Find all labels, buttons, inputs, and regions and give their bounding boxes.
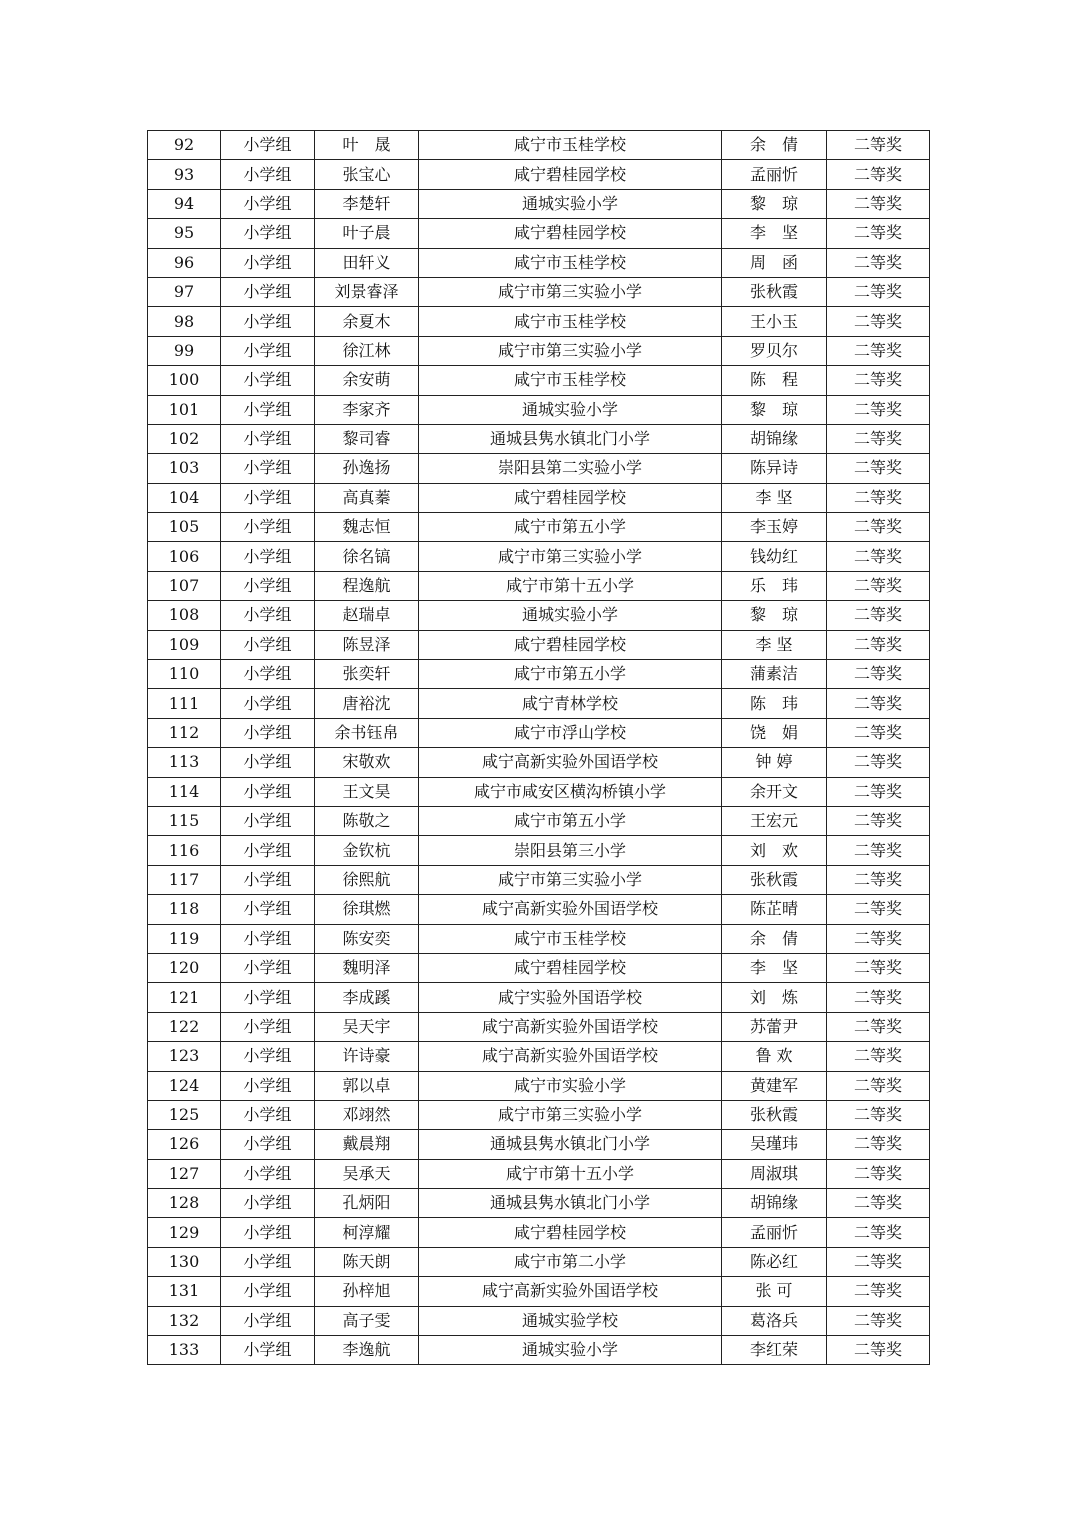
group-cell: 小学组 — [221, 601, 315, 630]
school-cell: 咸宁高新实验外国语学校 — [419, 1042, 722, 1071]
row-number-cell: 115 — [148, 806, 221, 835]
table-row — [148, 895, 930, 924]
teacher-cell: 陈 玮 — [722, 689, 827, 718]
student-name-cell: 张宝心 — [315, 160, 419, 189]
student-name-cell: 黎司睿 — [315, 424, 419, 453]
student-name-cell: 孔炳阳 — [315, 1189, 419, 1218]
teacher-cell: 孟丽忻 — [722, 160, 827, 189]
row-number-cell: 100 — [148, 366, 221, 395]
award-cell: 二等奖 — [827, 1189, 930, 1218]
award-cell: 二等奖 — [827, 630, 930, 659]
school-cell: 咸宁碧桂园学校 — [419, 953, 722, 982]
student-name-cell: 孙逸扬 — [315, 454, 419, 483]
group-cell: 小学组 — [221, 189, 315, 218]
award-cell: 二等奖 — [827, 424, 930, 453]
school-cell: 咸宁碧桂园学校 — [419, 1218, 722, 1247]
school-cell: 咸宁高新实验外国语学校 — [419, 895, 722, 924]
school-cell: 通城县隽水镇北门小学 — [419, 1189, 722, 1218]
school-cell: 通城实验小学 — [419, 601, 722, 630]
award-cell: 二等奖 — [827, 395, 930, 424]
table-row — [148, 601, 930, 630]
awards-table — [147, 130, 930, 1365]
award-cell: 二等奖 — [827, 1159, 930, 1188]
group-cell: 小学组 — [221, 395, 315, 424]
table-row — [148, 336, 930, 365]
student-name-cell: 魏志恒 — [315, 513, 419, 542]
student-name-cell: 程逸航 — [315, 571, 419, 600]
school-cell: 咸宁市第五小学 — [419, 660, 722, 689]
award-cell: 二等奖 — [827, 366, 930, 395]
award-cell: 二等奖 — [827, 865, 930, 894]
group-cell: 小学组 — [221, 1071, 315, 1100]
award-cell: 二等奖 — [827, 1277, 930, 1306]
row-number-cell: 105 — [148, 513, 221, 542]
group-cell: 小学组 — [221, 1336, 315, 1365]
student-name-cell: 魏明泽 — [315, 953, 419, 982]
student-name-cell: 李逸航 — [315, 1336, 419, 1365]
school-cell: 咸宁市第五小学 — [419, 806, 722, 835]
row-number-cell: 97 — [148, 277, 221, 306]
award-cell: 二等奖 — [827, 336, 930, 365]
row-number-cell: 110 — [148, 660, 221, 689]
teacher-cell: 张秋霞 — [722, 277, 827, 306]
row-number-cell: 117 — [148, 865, 221, 894]
school-cell: 咸宁市第三实验小学 — [419, 336, 722, 365]
award-cell: 二等奖 — [827, 748, 930, 777]
student-name-cell: 吴承天 — [315, 1159, 419, 1188]
row-number-cell: 111 — [148, 689, 221, 718]
teacher-cell: 蒲素洁 — [722, 660, 827, 689]
school-cell: 崇阳县第二实验小学 — [419, 454, 722, 483]
student-name-cell: 李家齐 — [315, 395, 419, 424]
teacher-cell: 胡锦缘 — [722, 1189, 827, 1218]
group-cell: 小学组 — [221, 1042, 315, 1071]
group-cell: 小学组 — [221, 1218, 315, 1247]
group-cell: 小学组 — [221, 513, 315, 542]
group-cell: 小学组 — [221, 1130, 315, 1159]
teacher-cell: 饶 娟 — [722, 718, 827, 747]
award-cell: 二等奖 — [827, 219, 930, 248]
award-cell: 二等奖 — [827, 836, 930, 865]
student-name-cell: 孙梓旭 — [315, 1277, 419, 1306]
table-row — [148, 806, 930, 835]
table-row — [148, 571, 930, 600]
award-cell: 二等奖 — [827, 542, 930, 571]
group-cell: 小学组 — [221, 483, 315, 512]
row-number-cell: 132 — [148, 1306, 221, 1335]
award-cell: 二等奖 — [827, 601, 930, 630]
award-cell: 二等奖 — [827, 513, 930, 542]
teacher-cell: 余开文 — [722, 777, 827, 806]
row-number-cell: 123 — [148, 1042, 221, 1071]
award-cell: 二等奖 — [827, 983, 930, 1012]
table-row — [148, 160, 930, 189]
school-cell: 通城实验学校 — [419, 1306, 722, 1335]
table-row — [148, 777, 930, 806]
table-row — [148, 219, 930, 248]
school-cell: 咸宁碧桂园学校 — [419, 219, 722, 248]
group-cell: 小学组 — [221, 1306, 315, 1335]
school-cell: 咸宁市浮山学校 — [419, 718, 722, 747]
row-number-cell: 104 — [148, 483, 221, 512]
student-name-cell: 陈昱泽 — [315, 630, 419, 659]
group-cell: 小学组 — [221, 1012, 315, 1041]
school-cell: 通城实验小学 — [419, 189, 722, 218]
award-cell: 二等奖 — [827, 1306, 930, 1335]
awards-table-body — [148, 131, 930, 1365]
school-cell: 咸宁市第五小学 — [419, 513, 722, 542]
table-row — [148, 660, 930, 689]
student-name-cell: 唐裕沈 — [315, 689, 419, 718]
row-number-cell: 131 — [148, 1277, 221, 1306]
row-number-cell: 112 — [148, 718, 221, 747]
group-cell: 小学组 — [221, 630, 315, 659]
row-number-cell: 116 — [148, 836, 221, 865]
school-cell: 通城县隽水镇北门小学 — [419, 1130, 722, 1159]
row-number-cell: 119 — [148, 924, 221, 953]
table-row — [148, 1100, 930, 1129]
row-number-cell: 92 — [148, 131, 221, 160]
group-cell: 小学组 — [221, 248, 315, 277]
teacher-cell: 张秋霞 — [722, 865, 827, 894]
row-number-cell: 107 — [148, 571, 221, 600]
table-row — [148, 953, 930, 982]
school-cell: 咸宁市玉桂学校 — [419, 924, 722, 953]
group-cell: 小学组 — [221, 836, 315, 865]
student-name-cell: 赵瑞卓 — [315, 601, 419, 630]
school-cell: 咸宁青林学校 — [419, 689, 722, 718]
group-cell: 小学组 — [221, 366, 315, 395]
row-number-cell: 118 — [148, 895, 221, 924]
teacher-cell: 李 坚 — [722, 219, 827, 248]
student-name-cell: 邓翊然 — [315, 1100, 419, 1129]
school-cell: 通城实验小学 — [419, 395, 722, 424]
row-number-cell: 120 — [148, 953, 221, 982]
award-cell: 二等奖 — [827, 307, 930, 336]
teacher-cell: 钟 婷 — [722, 748, 827, 777]
group-cell: 小学组 — [221, 689, 315, 718]
teacher-cell: 周淑琪 — [722, 1159, 827, 1188]
teacher-cell: 刘 炼 — [722, 983, 827, 1012]
row-number-cell: 126 — [148, 1130, 221, 1159]
table-row — [148, 1071, 930, 1100]
table-row — [148, 542, 930, 571]
school-cell: 咸宁高新实验外国语学校 — [419, 1012, 722, 1041]
teacher-cell: 胡锦缘 — [722, 424, 827, 453]
row-number-cell: 102 — [148, 424, 221, 453]
teacher-cell: 钱幼红 — [722, 542, 827, 571]
row-number-cell: 128 — [148, 1189, 221, 1218]
school-cell: 崇阳县第三小学 — [419, 836, 722, 865]
student-name-cell: 宋敬欢 — [315, 748, 419, 777]
award-cell: 二等奖 — [827, 718, 930, 747]
school-cell: 咸宁市第十五小学 — [419, 1159, 722, 1188]
teacher-cell: 余 倩 — [722, 924, 827, 953]
award-cell: 二等奖 — [827, 131, 930, 160]
student-name-cell: 许诗豪 — [315, 1042, 419, 1071]
teacher-cell: 李 坚 — [722, 953, 827, 982]
student-name-cell: 田轩义 — [315, 248, 419, 277]
table-row — [148, 718, 930, 747]
table-row — [148, 189, 930, 218]
table-row — [148, 277, 930, 306]
award-cell: 二等奖 — [827, 1336, 930, 1365]
group-cell: 小学组 — [221, 895, 315, 924]
school-cell: 咸宁市玉桂学校 — [419, 307, 722, 336]
group-cell: 小学组 — [221, 1277, 315, 1306]
award-cell: 二等奖 — [827, 571, 930, 600]
school-cell: 咸宁市第三实验小学 — [419, 865, 722, 894]
group-cell: 小学组 — [221, 307, 315, 336]
teacher-cell: 罗贝尔 — [722, 336, 827, 365]
row-number-cell: 95 — [148, 219, 221, 248]
award-cell: 二等奖 — [827, 924, 930, 953]
teacher-cell: 李 坚 — [722, 630, 827, 659]
row-number-cell: 125 — [148, 1100, 221, 1129]
group-cell: 小学组 — [221, 777, 315, 806]
row-number-cell: 108 — [148, 601, 221, 630]
student-name-cell: 金钦杭 — [315, 836, 419, 865]
row-number-cell: 129 — [148, 1218, 221, 1247]
teacher-cell: 黎 琼 — [722, 601, 827, 630]
group-cell: 小学组 — [221, 571, 315, 600]
table-row — [148, 748, 930, 777]
group-cell: 小学组 — [221, 424, 315, 453]
student-name-cell: 余书钰帛 — [315, 718, 419, 747]
group-cell: 小学组 — [221, 865, 315, 894]
table-row — [148, 924, 930, 953]
award-cell: 二等奖 — [827, 806, 930, 835]
student-name-cell: 吴天宇 — [315, 1012, 419, 1041]
row-number-cell: 133 — [148, 1336, 221, 1365]
school-cell: 咸宁市第二小学 — [419, 1247, 722, 1276]
school-cell: 咸宁高新实验外国语学校 — [419, 1277, 722, 1306]
table-row — [148, 454, 930, 483]
teacher-cell: 黄建军 — [722, 1071, 827, 1100]
teacher-cell: 李 坚 — [722, 483, 827, 512]
table-row — [148, 630, 930, 659]
award-cell: 二等奖 — [827, 1071, 930, 1100]
row-number-cell: 93 — [148, 160, 221, 189]
table-row — [148, 395, 930, 424]
group-cell: 小学组 — [221, 953, 315, 982]
group-cell: 小学组 — [221, 454, 315, 483]
teacher-cell: 张秋霞 — [722, 1100, 827, 1129]
teacher-cell: 王小玉 — [722, 307, 827, 336]
teacher-cell: 黎 琼 — [722, 395, 827, 424]
school-cell: 咸宁市玉桂学校 — [419, 248, 722, 277]
table-row — [148, 1159, 930, 1188]
school-cell: 咸宁市第三实验小学 — [419, 277, 722, 306]
table-row — [148, 1247, 930, 1276]
award-cell: 二等奖 — [827, 953, 930, 982]
award-cell: 二等奖 — [827, 1247, 930, 1276]
table-row — [148, 689, 930, 718]
school-cell: 咸宁市实验小学 — [419, 1071, 722, 1100]
teacher-cell: 吴瑾玮 — [722, 1130, 827, 1159]
teacher-cell: 黎 琼 — [722, 189, 827, 218]
school-cell: 咸宁高新实验外国语学校 — [419, 748, 722, 777]
school-cell: 咸宁市第三实验小学 — [419, 542, 722, 571]
table-row — [148, 983, 930, 1012]
row-number-cell: 94 — [148, 189, 221, 218]
table-row — [148, 513, 930, 542]
table-row — [148, 1012, 930, 1041]
row-number-cell: 103 — [148, 454, 221, 483]
student-name-cell: 刘景睿泽 — [315, 277, 419, 306]
award-cell: 二等奖 — [827, 1042, 930, 1071]
student-name-cell: 李楚轩 — [315, 189, 419, 218]
school-cell: 咸宁碧桂园学校 — [419, 630, 722, 659]
teacher-cell: 张 可 — [722, 1277, 827, 1306]
row-number-cell: 122 — [148, 1012, 221, 1041]
table-row — [148, 366, 930, 395]
teacher-cell: 鲁 欢 — [722, 1042, 827, 1071]
table-row — [148, 1336, 930, 1365]
table-row — [148, 836, 930, 865]
group-cell: 小学组 — [221, 660, 315, 689]
row-number-cell: 96 — [148, 248, 221, 277]
school-cell: 咸宁市第十五小学 — [419, 571, 722, 600]
group-cell: 小学组 — [221, 219, 315, 248]
award-cell: 二等奖 — [827, 248, 930, 277]
row-number-cell: 109 — [148, 630, 221, 659]
row-number-cell: 114 — [148, 777, 221, 806]
teacher-cell: 乐 玮 — [722, 571, 827, 600]
school-cell: 咸宁市第三实验小学 — [419, 1100, 722, 1129]
table-row — [148, 483, 930, 512]
student-name-cell: 柯淳耀 — [315, 1218, 419, 1247]
student-name-cell: 叶子晨 — [315, 219, 419, 248]
award-cell: 二等奖 — [827, 189, 930, 218]
row-number-cell: 99 — [148, 336, 221, 365]
table-row — [148, 248, 930, 277]
student-name-cell: 戴晨翔 — [315, 1130, 419, 1159]
award-cell: 二等奖 — [827, 1012, 930, 1041]
school-cell: 咸宁实验外国语学校 — [419, 983, 722, 1012]
student-name-cell: 陈安奕 — [315, 924, 419, 953]
teacher-cell: 李红荣 — [722, 1336, 827, 1365]
school-cell: 通城实验小学 — [419, 1336, 722, 1365]
row-number-cell: 130 — [148, 1247, 221, 1276]
group-cell: 小学组 — [221, 277, 315, 306]
student-name-cell: 高真蓁 — [315, 483, 419, 512]
school-cell: 通城县隽水镇北门小学 — [419, 424, 722, 453]
school-cell: 咸宁市玉桂学校 — [419, 131, 722, 160]
group-cell: 小学组 — [221, 1159, 315, 1188]
school-cell: 咸宁市玉桂学校 — [419, 366, 722, 395]
table-row — [148, 1189, 930, 1218]
row-number-cell: 106 — [148, 542, 221, 571]
row-number-cell: 113 — [148, 748, 221, 777]
student-name-cell: 余夏木 — [315, 307, 419, 336]
award-cell: 二等奖 — [827, 1130, 930, 1159]
award-cell: 二等奖 — [827, 454, 930, 483]
table-row — [148, 307, 930, 336]
award-cell: 二等奖 — [827, 660, 930, 689]
teacher-cell: 王宏元 — [722, 806, 827, 835]
group-cell: 小学组 — [221, 131, 315, 160]
table-row — [148, 1042, 930, 1071]
group-cell: 小学组 — [221, 542, 315, 571]
teacher-cell: 陈异诗 — [722, 454, 827, 483]
student-name-cell: 李成蹊 — [315, 983, 419, 1012]
student-name-cell: 徐琪燃 — [315, 895, 419, 924]
teacher-cell: 李玉婷 — [722, 513, 827, 542]
teacher-cell: 刘 欢 — [722, 836, 827, 865]
school-cell: 咸宁市咸安区横沟桥镇小学 — [419, 777, 722, 806]
student-name-cell: 陈天朗 — [315, 1247, 419, 1276]
table-row — [148, 1130, 930, 1159]
award-cell: 二等奖 — [827, 483, 930, 512]
student-name-cell: 徐熙航 — [315, 865, 419, 894]
teacher-cell: 苏蕾尹 — [722, 1012, 827, 1041]
teacher-cell: 陈必红 — [722, 1247, 827, 1276]
table-row — [148, 1306, 930, 1335]
teacher-cell: 陈芷晴 — [722, 895, 827, 924]
group-cell: 小学组 — [221, 1189, 315, 1218]
table-row — [148, 131, 930, 160]
award-cell: 二等奖 — [827, 1100, 930, 1129]
student-name-cell: 郭以卓 — [315, 1071, 419, 1100]
award-cell: 二等奖 — [827, 277, 930, 306]
award-cell: 二等奖 — [827, 689, 930, 718]
group-cell: 小学组 — [221, 924, 315, 953]
award-cell: 二等奖 — [827, 1218, 930, 1247]
table-row — [148, 424, 930, 453]
teacher-cell: 孟丽忻 — [722, 1218, 827, 1247]
table-row — [148, 865, 930, 894]
row-number-cell: 124 — [148, 1071, 221, 1100]
teacher-cell: 陈 程 — [722, 366, 827, 395]
group-cell: 小学组 — [221, 336, 315, 365]
school-cell: 咸宁碧桂园学校 — [419, 160, 722, 189]
student-name-cell: 徐江林 — [315, 336, 419, 365]
group-cell: 小学组 — [221, 160, 315, 189]
table-row — [148, 1218, 930, 1247]
row-number-cell: 121 — [148, 983, 221, 1012]
student-name-cell: 叶 晟 — [315, 131, 419, 160]
teacher-cell: 周 函 — [722, 248, 827, 277]
group-cell: 小学组 — [221, 748, 315, 777]
row-number-cell: 101 — [148, 395, 221, 424]
group-cell: 小学组 — [221, 806, 315, 835]
group-cell: 小学组 — [221, 718, 315, 747]
group-cell: 小学组 — [221, 1247, 315, 1276]
student-name-cell: 张奕轩 — [315, 660, 419, 689]
award-cell: 二等奖 — [827, 895, 930, 924]
award-cell: 二等奖 — [827, 160, 930, 189]
award-cell: 二等奖 — [827, 777, 930, 806]
group-cell: 小学组 — [221, 1100, 315, 1129]
school-cell: 咸宁碧桂园学校 — [419, 483, 722, 512]
row-number-cell: 98 — [148, 307, 221, 336]
student-name-cell: 王文昊 — [315, 777, 419, 806]
student-name-cell: 陈敬之 — [315, 806, 419, 835]
group-cell: 小学组 — [221, 983, 315, 1012]
teacher-cell: 葛洛兵 — [722, 1306, 827, 1335]
row-number-cell: 127 — [148, 1159, 221, 1188]
student-name-cell: 徐名镐 — [315, 542, 419, 571]
student-name-cell: 高子雯 — [315, 1306, 419, 1335]
student-name-cell: 余安萌 — [315, 366, 419, 395]
table-row — [148, 1277, 930, 1306]
teacher-cell: 余 倩 — [722, 131, 827, 160]
